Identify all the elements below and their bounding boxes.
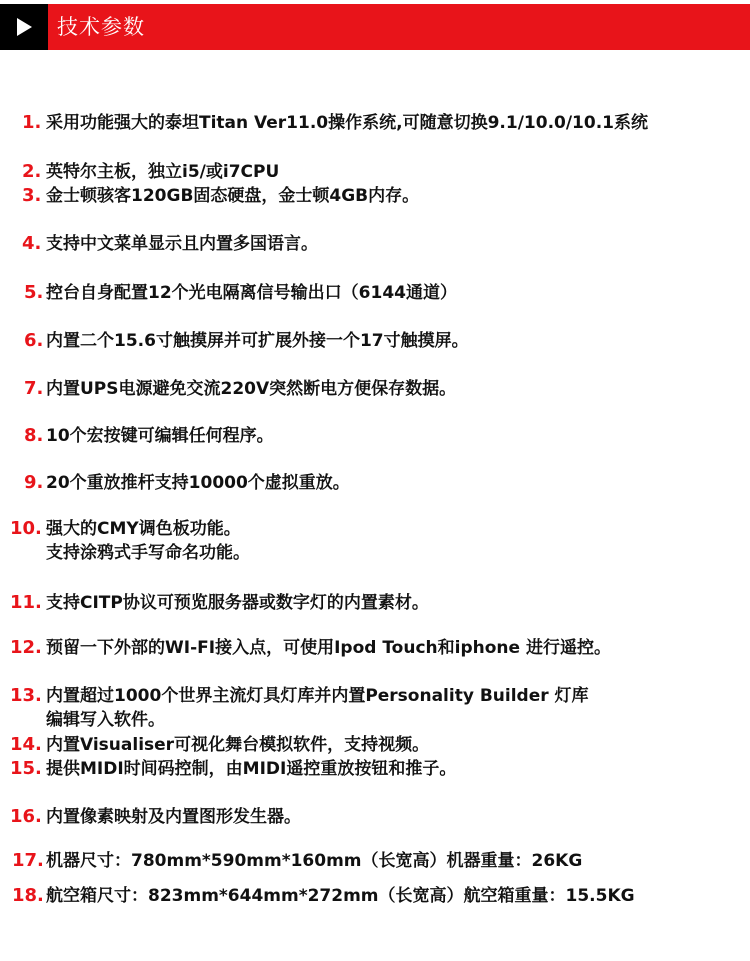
spec-number: 18. (12, 885, 44, 906)
spec-number: 16. (10, 806, 42, 827)
spec-text: 支持中文菜单显示且内置多国语言。 (46, 234, 318, 254)
spec-line (0, 424, 750, 448)
spec-item (0, 591, 750, 615)
header-icon-box (0, 4, 48, 50)
spec-item (0, 424, 750, 448)
spec-text: 20个重放推杆支持10000个虚拟重放。 (46, 473, 350, 493)
spec-item (0, 849, 750, 873)
spec-text: 内置Visualiser可视化舞台模拟软件，支持视频。 (46, 735, 430, 755)
spec-text: 内置超过1000个世界主流灯具灯库并内置Personality Builder 灯库 (46, 686, 589, 706)
spec-text: 提供MIDI时间码控制，由MIDI遥控重放按钮和推子。 (46, 759, 457, 779)
spec-item (0, 636, 750, 660)
spec-line (0, 184, 750, 208)
spec-item (0, 232, 750, 256)
spec-line (0, 849, 750, 873)
spec-text: 航空箱尺寸：823mm*644mm*272mm（长宽高）航空箱重量：15.5KG (46, 886, 635, 906)
spec-item (0, 884, 750, 908)
spec-item (0, 684, 750, 732)
spec-item (0, 757, 750, 781)
spec-number: 14. (10, 734, 42, 755)
spec-line (0, 684, 750, 708)
spec-line (0, 232, 750, 256)
section-header (0, 4, 750, 50)
spec-line (0, 541, 750, 565)
spec-line (0, 160, 750, 184)
spec-item (0, 471, 750, 495)
spec-text: 机器尺寸：780mm*590mm*160mm（长宽高）机器重量：26KG (46, 851, 583, 871)
spec-item (0, 805, 750, 829)
spec-text: 内置UPS电源避免交流220V突然断电方便保存数据。 (46, 379, 457, 399)
spec-line (0, 281, 750, 305)
spec-line (0, 329, 750, 353)
spec-line (0, 884, 750, 908)
spec-item (0, 377, 750, 401)
spec-line (0, 636, 750, 660)
spec-item (0, 111, 750, 135)
spec-item (0, 517, 750, 565)
spec-text: 内置像素映射及内置图形发生器。 (46, 807, 301, 827)
spec-number: 9. (24, 472, 44, 493)
spec-number: 10. (10, 518, 42, 539)
spec-number: 2. (22, 161, 42, 182)
spec-text: 英特尔主板，独立i5/或i7CPU (46, 162, 280, 182)
spec-text: 预留一下外部的WI-FI接入点，可使用Ipod Touch和iphone 进行遥控。 (46, 638, 611, 658)
spec-item (0, 733, 750, 757)
spec-line (0, 757, 750, 781)
spec-line (0, 111, 750, 135)
spec-number: 5. (24, 282, 44, 303)
spec-line (0, 805, 750, 829)
spec-text: 10个宏按键可编辑任何程序。 (46, 426, 274, 446)
spec-number: 6. (24, 330, 44, 351)
spec-number: 7. (24, 378, 44, 399)
spec-number: 3. (22, 185, 42, 206)
spec-number: 15. (10, 758, 42, 779)
section-title: 技术参数 (57, 15, 145, 39)
spec-number: 4. (22, 233, 42, 254)
spec-text: 内置二个15.6寸触摸屏并可扩展外接一个17寸触摸屏。 (46, 331, 469, 351)
spec-line (0, 708, 750, 732)
spec-number: 17. (12, 850, 44, 871)
spec-text: 编辑写入软件。 (46, 710, 165, 730)
spec-number: 12. (10, 637, 42, 658)
spec-text: 金士顿骇客120GB固态硬盘，金士顿4GB内存。 (46, 186, 420, 206)
spec-text: 采用功能强大的泰坦Titan Ver11.0操作系统,可随意切换9.1/10.0/10.1系统 (46, 113, 649, 133)
spec-number: 13. (10, 685, 42, 706)
spec-line (0, 733, 750, 757)
spec-number: 1. (22, 112, 42, 133)
spec-text: 支持涂鸦式手写命名功能。 (46, 543, 250, 563)
spec-line (0, 471, 750, 495)
spec-item (0, 281, 750, 305)
spec-line (0, 591, 750, 615)
spec-text: 控台自身配置12个光电隔离信号输出口（6144通道） (46, 283, 457, 303)
spec-line (0, 517, 750, 541)
spec-text: 支持CITP协议可预览服务器或数字灯的内置素材。 (46, 593, 429, 613)
spec-item (0, 160, 750, 184)
spec-line (0, 377, 750, 401)
spec-number: 11. (10, 592, 42, 613)
play-triangle-icon (17, 18, 32, 36)
spec-item (0, 329, 750, 353)
spec-text: 强大的CMY调色板功能。 (46, 519, 241, 539)
spec-number: 8. (24, 425, 44, 446)
spec-item (0, 184, 750, 208)
